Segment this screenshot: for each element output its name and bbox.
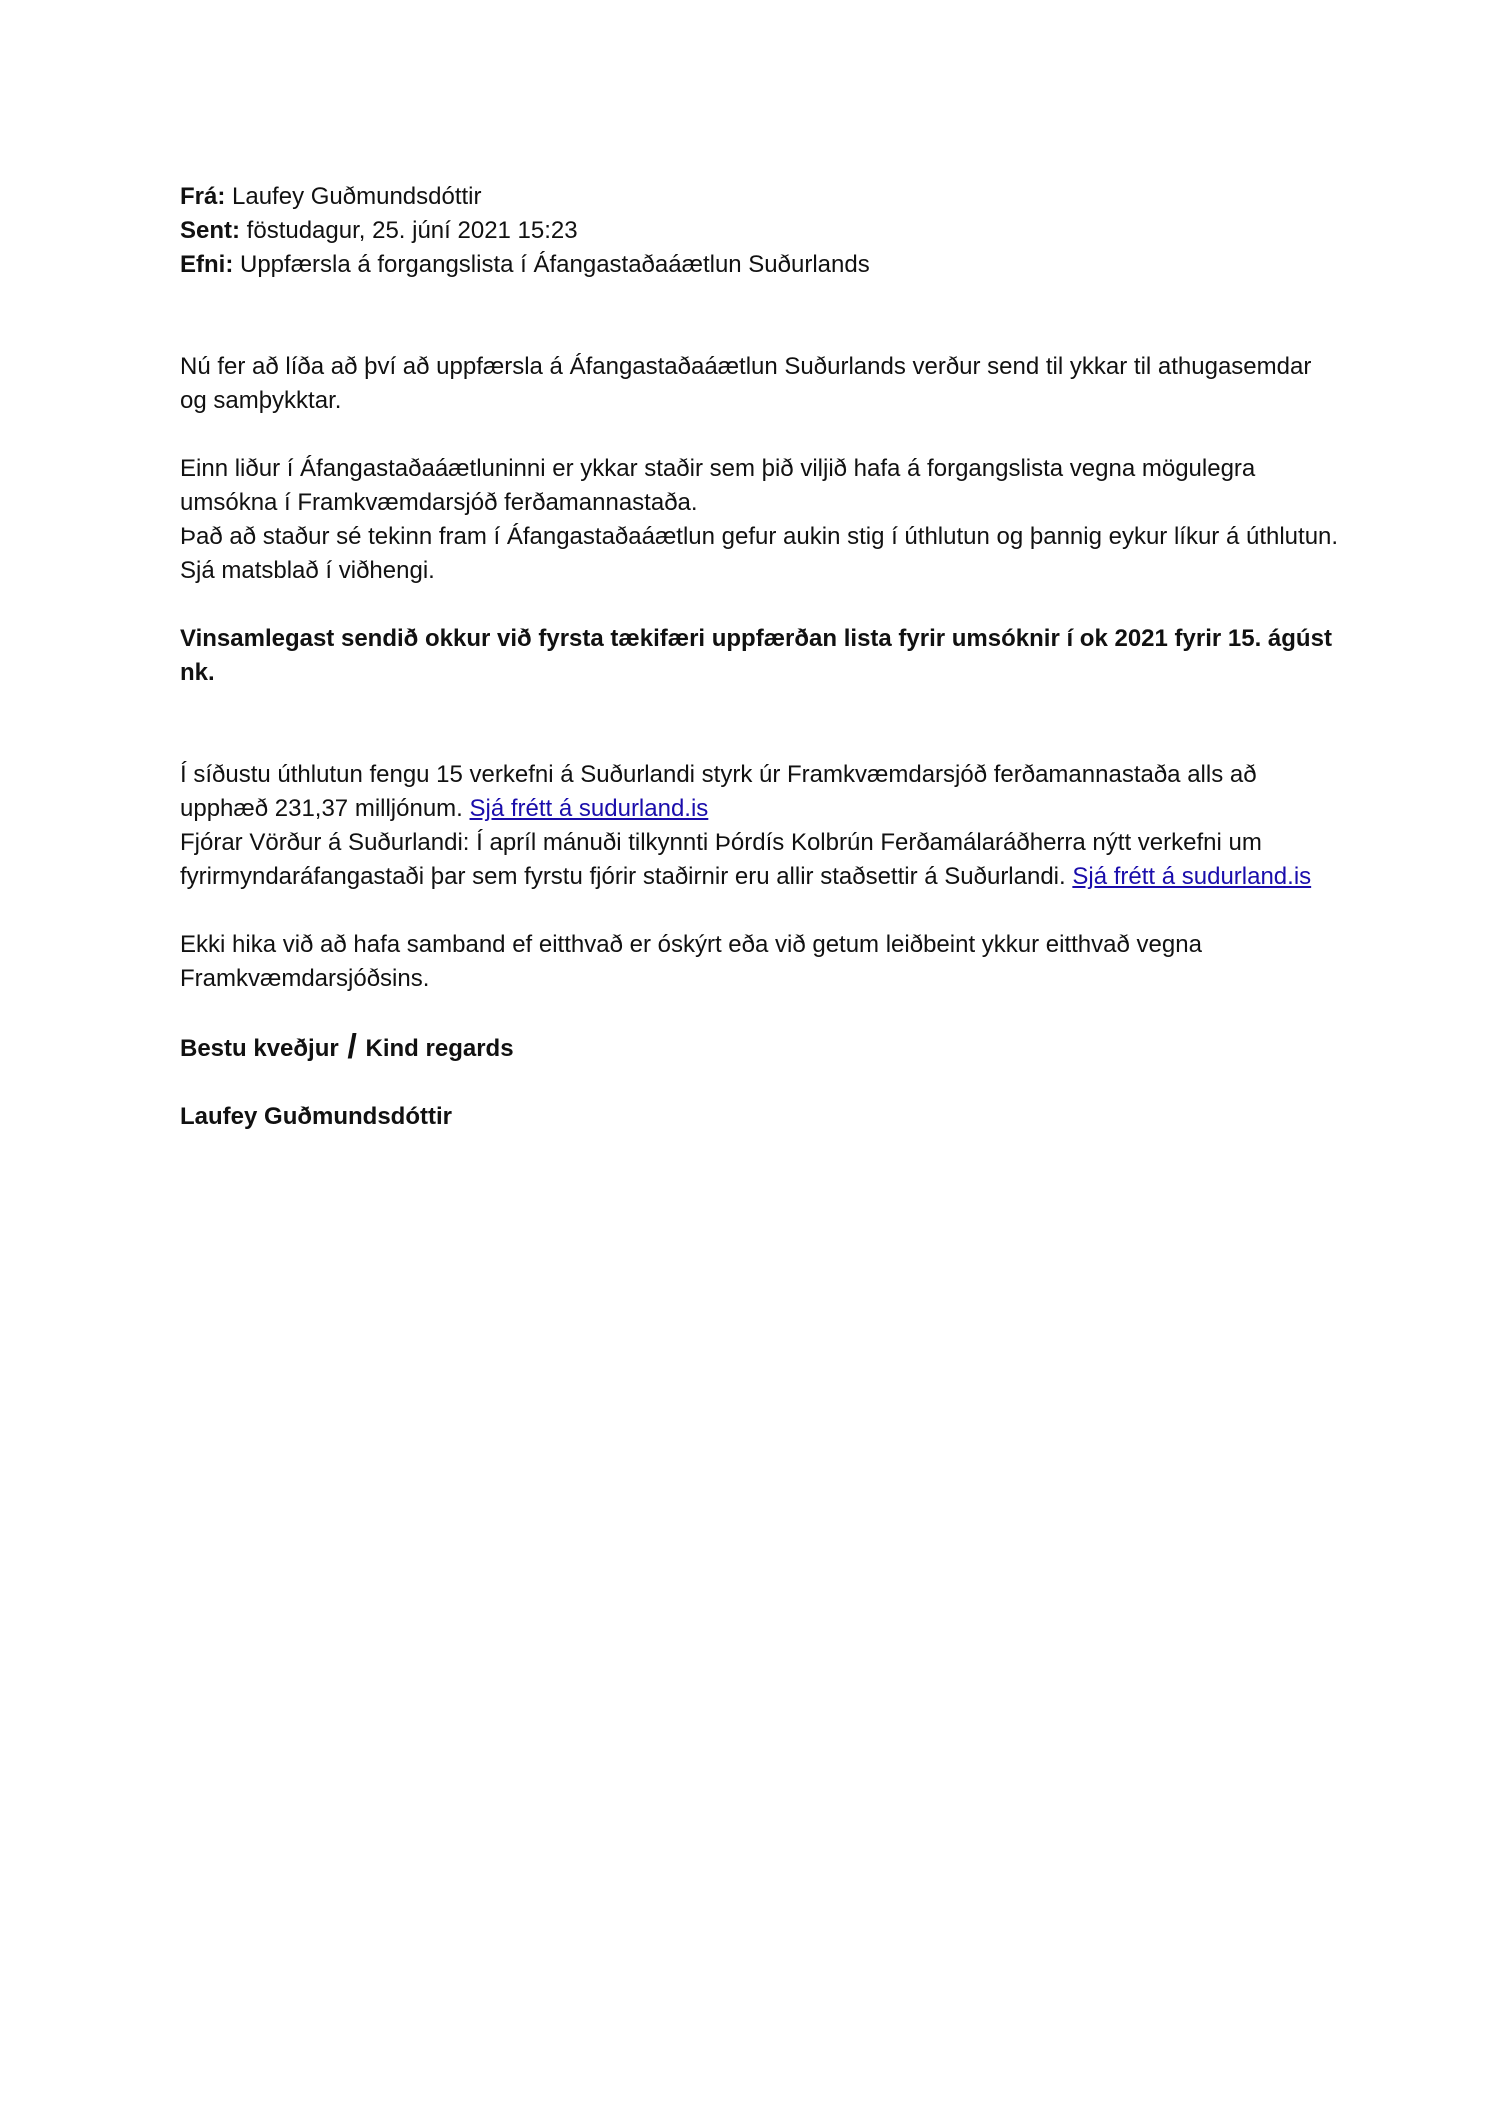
subject-value: Uppfærsla á forgangslista í Áfangastaðaáætlun Suðurlands (240, 251, 870, 278)
sent-label: Sent: (180, 217, 240, 244)
spacer (180, 282, 1340, 350)
subject-line (180, 248, 1340, 282)
paragraph-scoring: Það að staður sé tekinn fram í Áfangastaðaáætlun gefur aukin stig í úthlutun og þannig eykur líkur á úthlutun. Sjá matsblað í viðhengi. (180, 523, 1339, 584)
paragraph-last-allocation (180, 758, 1340, 826)
sent-line (180, 214, 1340, 248)
subject-label: Efni: (180, 251, 234, 278)
spacer (180, 996, 1340, 1030)
paragraph-contact: Ekki hika við að hafa samband ef eitthvað er óskýrt eða við getum leiðbeint ykkur eitthvað vegna Framkvæmdarsjóðsins. (180, 931, 1202, 992)
paragraph-priority-list: Einn liður í Áfangastaðaáætluninni er ykkar staðir sem þið viljið hafa á forgangslista vegna mögulegra umsókna í Framkvæmdarsjóð ferðamannastaða. (180, 455, 1256, 516)
greeting-separator: / (347, 1028, 357, 1066)
sent-value: föstudagur, 25. júní 2021 15:23 (246, 217, 578, 244)
news-link-2[interactable]: Sjá frétt á sudurland.is (1072, 863, 1312, 890)
email-document (180, 180, 1340, 1134)
paragraph-intro: Nú fer að líða að því að uppfærsla á Áfangastaðaáætlun Suðurlands verður send til ykkar til athugasemdar og samþykktar. (180, 353, 1312, 414)
greeting-english: Kind regards (365, 1035, 514, 1062)
paragraph-vordur (180, 826, 1340, 894)
vordur-text: Fjórar Vörður á Suðurlandi: Í apríl mánuði tilkynnti Þórdís Kolbrún Ferðamálaráðherra nýtt verkefni um fyrirmyndaráfangastaði þar sem fyrstu fjórir staðirnir eru allir staðsettir á Suðurlandi. (180, 829, 1262, 890)
spacer (180, 588, 1340, 622)
news-link-1[interactable]: Sjá frétt á sudurland.is (469, 795, 709, 822)
from-label: Frá: (180, 183, 226, 210)
closing-greeting (180, 1030, 1340, 1066)
from-value: Laufey Guðmundsdóttir (232, 183, 482, 210)
from-line (180, 180, 1340, 214)
paragraph-request: Vinsamlegast sendið okkur við fyrsta tækifæri uppfærðan lista fyrir umsóknir í ok 2021 fyrir 15. ágúst nk. (180, 625, 1332, 686)
signature: Laufey Guðmundsdóttir (180, 1103, 452, 1130)
last-allocation-text: Í síðustu úthlutun fengu 15 verkefni á Suðurlandi styrk úr Framkvæmdarsjóð ferðamannastaða alls að upphæð 231,37 milljónum. (180, 761, 1257, 822)
spacer (180, 1066, 1340, 1100)
greeting-icelandic: Bestu kveðjur (180, 1035, 339, 1062)
spacer (180, 894, 1340, 928)
spacer (180, 690, 1340, 758)
spacer (180, 418, 1340, 452)
